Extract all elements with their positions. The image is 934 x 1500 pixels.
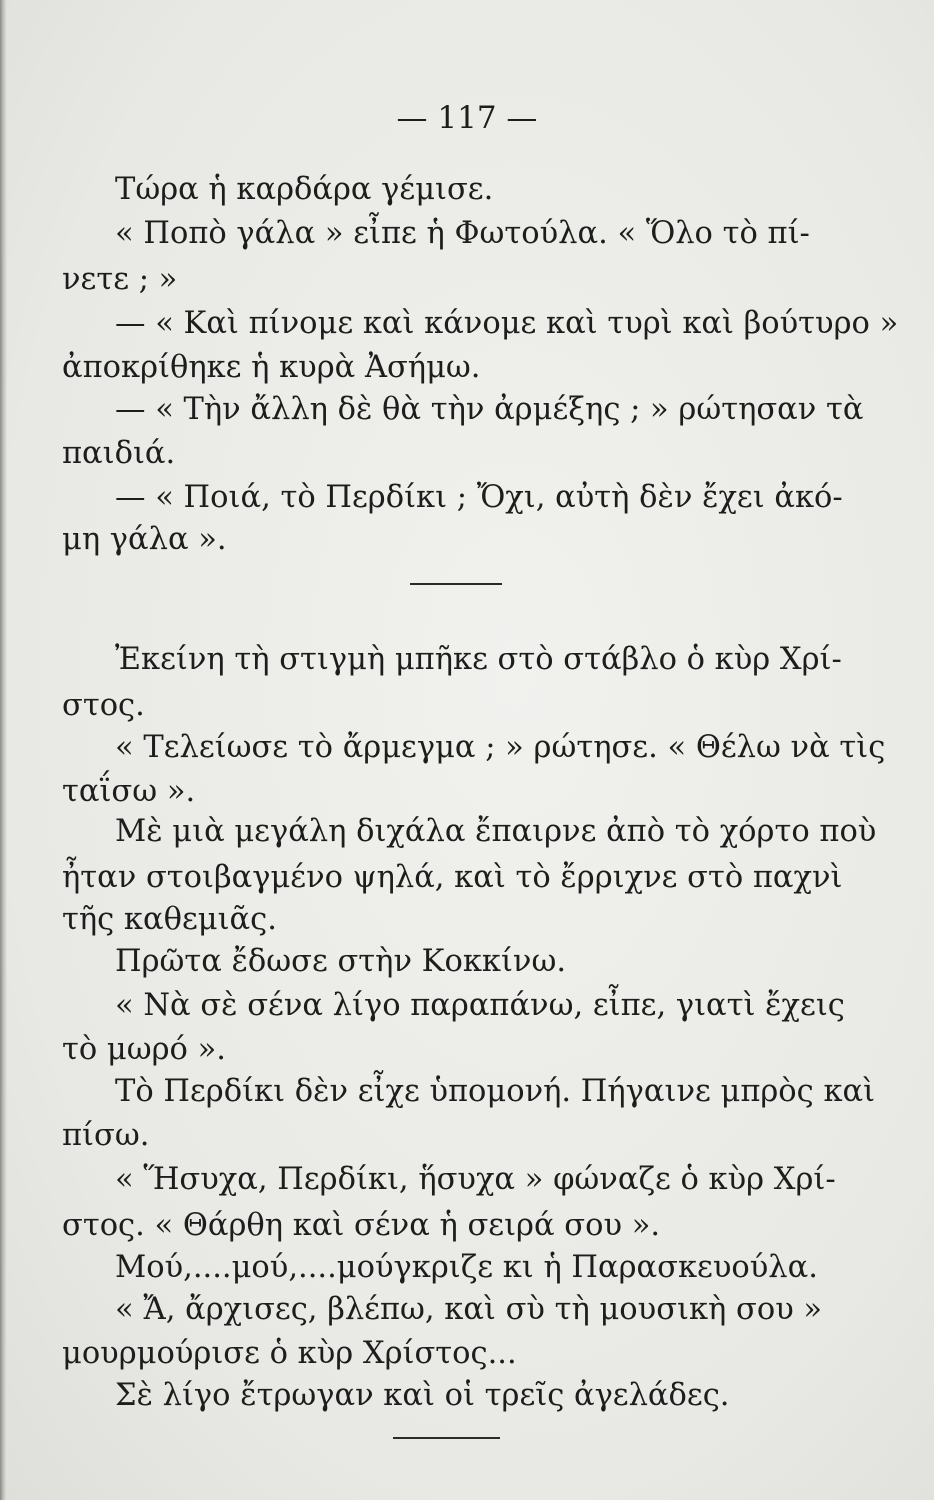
text-line: « Ἄ, ἄρχισες, βλέπω, καὶ σὺ τὴ μουσικὴ σου » <box>115 1292 823 1327</box>
text-line: « Ἥσυχα, Περδίκι, ἥσυχα » φώναζε ὁ κὺρ Χρί- <box>115 1162 836 1197</box>
text-line: — « Τὴν ἄλλη δὲ θὰ τὴν ἀρμέξης ; » ρώτησαν τὰ <box>115 392 864 427</box>
text-line: Σὲ λίγο ἔτρωγαν καὶ οἱ τρεῖς ἀγελάδες. <box>115 1378 730 1413</box>
section-divider <box>410 583 502 585</box>
text-line: « Τελείωσε τὸ ἄρμεγμα ; » ρώτησε. « Θέλω νὰ τὶς <box>115 730 886 765</box>
text-line: στος. « Θάρθη καὶ σένα ἡ σειρά σου ». <box>62 1208 661 1243</box>
text-line: « Νὰ σὲ σένα λίγο παραπάνω, εἶπε, γιατὶ ἔχεις <box>115 988 845 1023</box>
end-divider <box>393 1437 500 1439</box>
page-binding-edge <box>0 0 7 1500</box>
text-line: νετε ; » <box>62 262 178 297</box>
text-line: Ἐκείνη τὴ στιγμὴ μπῆκε στὸ στάβλο ὁ κὺρ Χρί- <box>115 642 842 677</box>
text-line: Τὸ Περδίκι δὲν εἶχε ὑπομονή. Πήγαινε μπρὸς καὶ <box>115 1074 876 1109</box>
text-line: Μού,....μού,....μούγκριζε κι ἡ Παρασκευούλα. <box>115 1250 818 1285</box>
text-line: Μὲ μιὰ μεγάλη διχάλα ἔπαιρνε ἀπὸ τὸ χόρτο ποὺ <box>115 814 877 849</box>
page-number: — 117 — <box>396 100 538 136</box>
text-line: « Ποπὸ γάλα » εἶπε ἡ Φωτούλα. « Ὅλο τὸ πί- <box>115 216 810 251</box>
text-line: Τώρα ἡ καρδάρα γέμισε. <box>115 172 494 207</box>
text-line: πίσω. <box>62 1118 150 1153</box>
text-line: παιδιά. <box>62 436 176 471</box>
text-line: μη γάλα ». <box>62 522 227 557</box>
text-line: μουρμούρισε ὁ κὺρ Χρίστος... <box>62 1336 517 1371</box>
text-line: στος. <box>62 688 145 723</box>
text-line: Πρῶτα ἔδωσε στὴν Κοκκίνω. <box>115 944 567 979</box>
text-line: ἦταν στοιβαγμένο ψηλά, καὶ τὸ ἔρριχνε στὸ παχνὶ <box>62 860 843 895</box>
text-line: ἀποκρίθηκε ἡ κυρὰ Ἀσήμω. <box>62 350 481 385</box>
text-line: — « Ποιά, τὸ Περδίκι ; Ὄχι, αὐτὴ δὲν ἔχει ἀκό- <box>115 480 843 515</box>
text-line: τῆς καθεμιᾶς. <box>62 902 277 937</box>
text-line: ταΐσω ». <box>62 774 196 809</box>
text-line: τὸ μωρό ». <box>62 1032 226 1067</box>
text-line: — « Καὶ πίνομε καὶ κάνομε καὶ τυρὶ καὶ βούτυρο » <box>115 306 899 341</box>
